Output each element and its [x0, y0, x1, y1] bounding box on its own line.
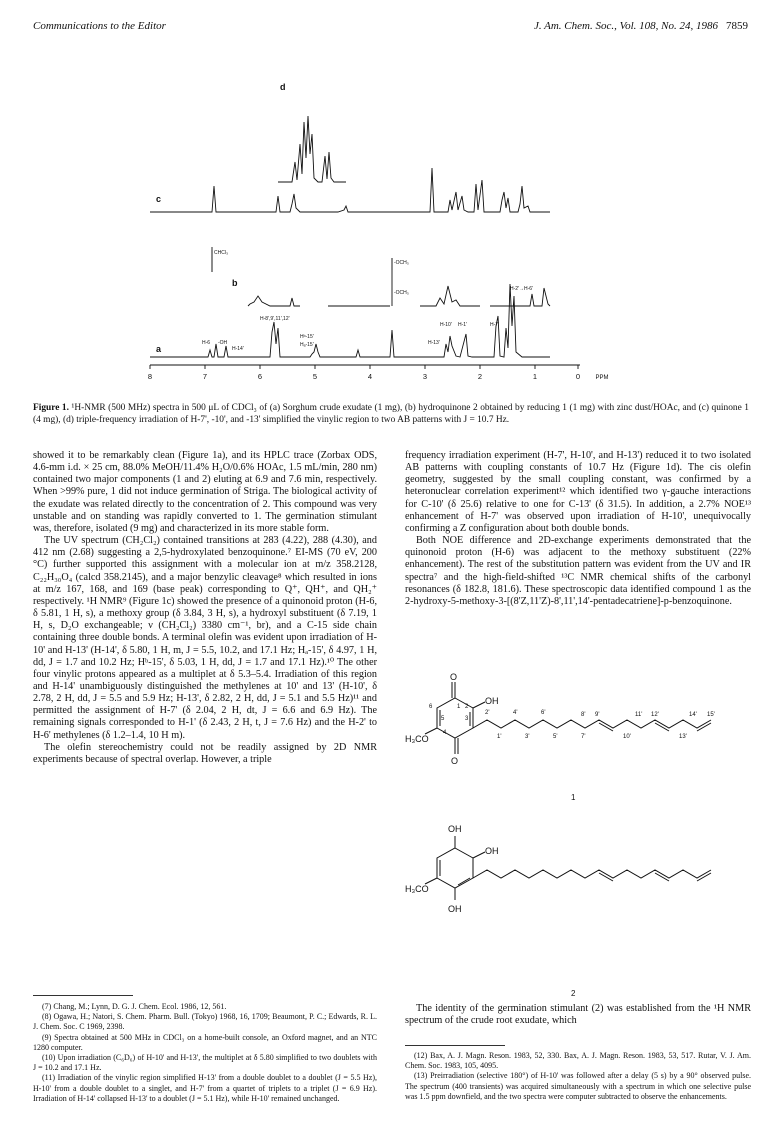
structure-2-hydroquinone: [405, 818, 751, 998]
body-column-left: [33, 450, 377, 766]
figure-caption-label: Figure 1.: [33, 403, 69, 413]
body-paragraph: frequency irradiation experiment (H-7', H-10', and H-13') reduced it to two isolated AB patterns with coupling constants of 10.7 Hz (Figure 1d). The cis olefin geometry, suggested by the small coupling constant, was confirmed by a heteronuclear correlation experiment¹² which identified two γ-gauche interactions for C-10' (δ 25.6) relative to one for C-13' (δ 31.5). In addition, a 2.7% NOE¹³ enhancement of H-7' was observed upon irradiation of H-10', unequivocally confirming a Z configuration about both double bonds.: [405, 450, 751, 534]
s1-chain-num: 9': [595, 712, 600, 718]
axis-tick-1: 1: [532, 372, 538, 381]
axis-tick-3: 3: [422, 372, 428, 381]
s1-chain-num: 7': [581, 734, 586, 740]
footnote: (13) Preirradiation (selective 180°) of H-10' was followed after a delay (5 s) by a 90° observed pulse. The spectrum (400 transients) was acquired simultaneously with a spectrum in which one selective pulse was 1.5 ppm downfield, and the two spectra were computer subtracted to observe the enhancements.: [405, 1071, 751, 1101]
body-paragraph: showed it to be remarkably clean (Figure 1a), and its HPLC trace (Zorbax ODS, 4.6-mm i.d. × 25 cm, 88.0% MeOH/11.4% H₂O/0.6% HOAc, 1.5 mL/min, 280 nm) contained two major components (1 and 2) eluting at 6.9 and 7.6 min, respectively. When >99% pure, 1 did not induce germination of Striga. The biological activity of the exudate was related directly to the concentration of 2. This compound was very unstable and on standing was rapidly converted to 1. The germination stimulant was, therefore, isolated (9 mg) and characterized in its more stable form.: [33, 450, 377, 534]
footnotes-right: [405, 1051, 751, 1102]
s2-oh-top: OH: [448, 824, 462, 834]
running-header-left: Communications to the Editor: [33, 20, 166, 32]
trace-label-c: c: [156, 194, 162, 204]
s1-chain-num: 5': [553, 734, 558, 740]
peak-label-och3-c: -OCH₃: [394, 260, 409, 266]
side-chain: [473, 720, 711, 728]
s1-ring-num-4: 4: [443, 730, 447, 736]
axis-tick-0: 0: [575, 372, 581, 381]
trace-a: [150, 284, 550, 357]
body-paragraph: Both NOE difference and 2D-exchange experiments demonstrated that the quinonoid proton (H-6) was adjacent to the methoxy substituent (22% enhancement). The rest of the substitution pattern was evident from the UV and IR spectra⁷ and the high-field-shifted ¹³C NMR chemical shifts of the carbonyl resonances (δ 182.8, 181.6). These spectroscopic data identified compound 1 as the 2-hydroxy-5-methoxy-3-[(8'Z,11'Z)-8',11',14'-pentadecatriene]-p-benzoquinone.: [405, 535, 751, 607]
axis-tick-4: 4: [367, 372, 373, 381]
body-paragraph: The UV spectrum (CH₂Cl₂) contained transitions at 283 (4.22), 288 (4.30), and 412 nm (2.68) suggesting a 2,5-hydroxylated benzoquinone.⁷ EI-MS (70 eV, 200 °C) further supported this assignment with a molecular ion at m/z 358.2128, C₂₂H₃₀O₄ (calcd 358.2145), and a major benzylic cleavage⁸ which resulted in ions at m/z 167, 168, and 169 (base peak) corresponding to Q⁺, QH⁺, and QH₂⁺ respectively. ¹H NMR⁹ (Figure 1c) showed the presence of a quinonoid proton (H-6, δ 5.81, 1 H, s), a methoxy group (δ 3.84, 3 H, s), a hydroxyl substituent (δ 7.19, 1 H, s, D₂O exchangeable; ν (CH₂Cl₂) 3380 cm⁻¹, br), and a C-15 side chain containing three double bonds. A terminal olefin was evident upon irradiation of H-10' and H-13' (H-14', δ 5.80, 1 H, m, J = 5.5, 10.2, and 17.1 Hz; Hₐ-15', δ 4.97, 1 H, dd, J = 1.7 and 10.2 Hz; Hᵇ-15', δ 5.03, 1 H, dd, J = 1.7 and 17.1 Hz).¹⁰ The other four vinylic protons appeared as a multiplet at δ 5.3–5.4. Irradiation of this region and H-14' unambiguously distinguished the methylenes at 10' and 13' (H-10', δ 2.78, 2 H, dd, J = 5.5 and 5.9 Hz; H-13', δ 2.82, 2 H, dd, J = 5.1 and 5.5 Hz)¹¹ and permitted the assignment of H-7' (δ 2.04, 2 H, dt, J = 6.6 and 6.9 Hz). The remaining signals corresponded to H-1' (δ 2.43, 2 H, t, J = 7.6 Hz) and the H-2' to H-6' methylenes (δ 1.2–1.4, 10 H m).: [33, 535, 377, 741]
s1-compound-label: 1: [571, 793, 576, 802]
peak-label-oh: -OH: [218, 340, 228, 346]
footnote-rule: [33, 995, 133, 996]
s2-h3co: H₃CO: [405, 884, 429, 894]
s1-chain-num: 2': [485, 710, 490, 716]
s1-chain-num: 6': [541, 710, 546, 716]
footnote: (9) Spectra obtained at 500 MHz in CDCl₃ on a home-built console, an Oxford magnet, and an NTC 1280 computer.: [33, 1032, 377, 1052]
s1-chain-num: 14': [689, 712, 697, 718]
body-paragraph: The olefin stereochemistry could not be readily assigned by 2D NMR experiments because of spectral overlap. However, a triple: [33, 741, 377, 765]
s2-oh-bottom: OH: [448, 904, 462, 914]
running-header-right: [534, 20, 748, 32]
s1-ring-num-3: 3: [465, 716, 469, 722]
s1-ring-num-6: 6: [429, 704, 433, 710]
trace-d: [278, 116, 346, 182]
s1-chain-num: 15': [707, 712, 715, 718]
peak-label-h6: H-6: [202, 340, 211, 346]
peak-label-chcl3: CHCl₃: [214, 250, 228, 256]
figure-caption: [33, 402, 749, 426]
body-column-right-bottom: [405, 1003, 751, 1027]
footnotes-left: [33, 1002, 377, 1104]
peak-label-h13: H-13': [428, 340, 440, 346]
footnote-rule: [405, 1045, 505, 1046]
figure-caption-text: ¹H-NMR (500 MHz) spectra in 500 μL of CDCl₃ of (a) Sorghum crude exudate (1 mg), (b) hydroquinone 2 obtained by reducing 1 (1 mg) with zinc dust/HOAc, and (c) quinone 1 (4 mg), (d) triple-frequency irradiation of H-7', -10', and -13' simplified the vinylic region to two AB patterns with J = 10.7 Hz.: [33, 403, 749, 425]
trace-b: [212, 247, 550, 306]
peak-label-h1: H-1': [458, 322, 468, 328]
footnote: (10) Upon irradiation (C₆D₆) of H-10' and H-13', the multiplet at δ 5.80 simplified to two doublets with J = 10.2 and 17.1 Hz.: [33, 1053, 377, 1073]
peak-label-h8-cluster: H-8',9',11',12': [260, 316, 290, 322]
side-chain: [473, 870, 711, 878]
axis-tick-8: 8: [147, 372, 153, 381]
trace-label-a: a: [156, 344, 162, 354]
axis-tick-7: 7: [202, 372, 208, 381]
peak-label-h14: H-14': [232, 346, 244, 352]
footnote: (7) Chang, M.; Lynn, D. G. J. Chem. Ecol. 1986, 12, 561.: [42, 1002, 227, 1011]
trace-c: [150, 168, 550, 212]
s1-o-bottom: O: [451, 756, 459, 766]
s2-compound-label: 2: [571, 989, 576, 998]
axis-tick-2: 2: [477, 372, 483, 381]
body-paragraph: The identity of the germination stimulant (2) was established from the ¹H NMR spectrum of the crude root exudate, which: [405, 1003, 751, 1027]
peak-label-h7: H-7': [490, 322, 500, 328]
ppm-axis-ticks: [150, 365, 578, 369]
s1-o-top: O: [450, 672, 458, 682]
s1-chain-num: 8': [581, 712, 586, 718]
nmr-spectra-figure: [147, 82, 630, 392]
page-number: 7859: [726, 20, 748, 32]
s1-h3co: H₃CO: [405, 734, 429, 744]
footnote: (8) Ogawa, H.; Natori, S. Chem. Pharm. Bull. (Tokyo) 1968, 16, 1709; Beaumont, P. C.; Edwards, R. L. J. Chem. Soc. C 1969, 2398.: [33, 1012, 377, 1032]
s1-ring-num-1: 1: [457, 704, 461, 710]
s1-ring-num-2: 2: [465, 704, 469, 710]
peak-label-h10: H-10': [440, 322, 452, 328]
footnote: (11) Irradiation of the vinylic region simplified H-13' from a double doublet to a doublet (J = 5.5 Hz), H-10' from a double doublet to a singlet, and H-7' from a quartet of triplets to a triplet (J = 6.9 Hz). Irradiation of H-14' collapsed H-13' to a doublet (J = 5.1 Hz), while H-10' remained unchanged.: [33, 1073, 377, 1103]
trace-label-d: d: [280, 82, 286, 92]
s1-chain-num: 1': [497, 734, 502, 740]
s1-chain-num: 12': [651, 712, 659, 718]
peak-label-ha15: Hₐ-15': [300, 342, 314, 348]
peak-label-och3-b: -OCH₃: [394, 290, 409, 296]
s1-ring-num-5: 5: [441, 716, 445, 722]
structure-1-quinone: [405, 668, 751, 816]
axis-tick-5: 5: [312, 372, 318, 381]
body-column-right: [405, 450, 751, 608]
peak-label-hb15: Hᵇ-15': [300, 334, 314, 340]
s1-chain-num: 11': [635, 712, 643, 718]
axis-tick-6: 6: [257, 372, 263, 381]
axis-unit: PPM: [595, 375, 609, 381]
s1-chain-num: 13': [679, 734, 687, 740]
s2-oh-right: OH: [485, 846, 499, 856]
s1-chain-num: 3': [525, 734, 530, 740]
journal-citation: J. Am. Chem. Soc., Vol. 108, No. 24, 1986: [533, 20, 718, 32]
s1-oh: OH: [485, 696, 499, 706]
s1-chain-num: 10': [623, 734, 631, 740]
peak-label-h2h6: H-2'→H-6': [510, 286, 534, 292]
trace-label-b: b: [232, 278, 238, 288]
s1-chain-num: 4': [513, 710, 518, 716]
footnote: (12) Bax, A. J. Magn. Reson. 1983, 52, 330. Bax, A. J. Magn. Reson. 1983, 53, 517. Rutar, V. J. Am. Chem. Soc. 1983, 105, 4095.: [405, 1051, 751, 1071]
